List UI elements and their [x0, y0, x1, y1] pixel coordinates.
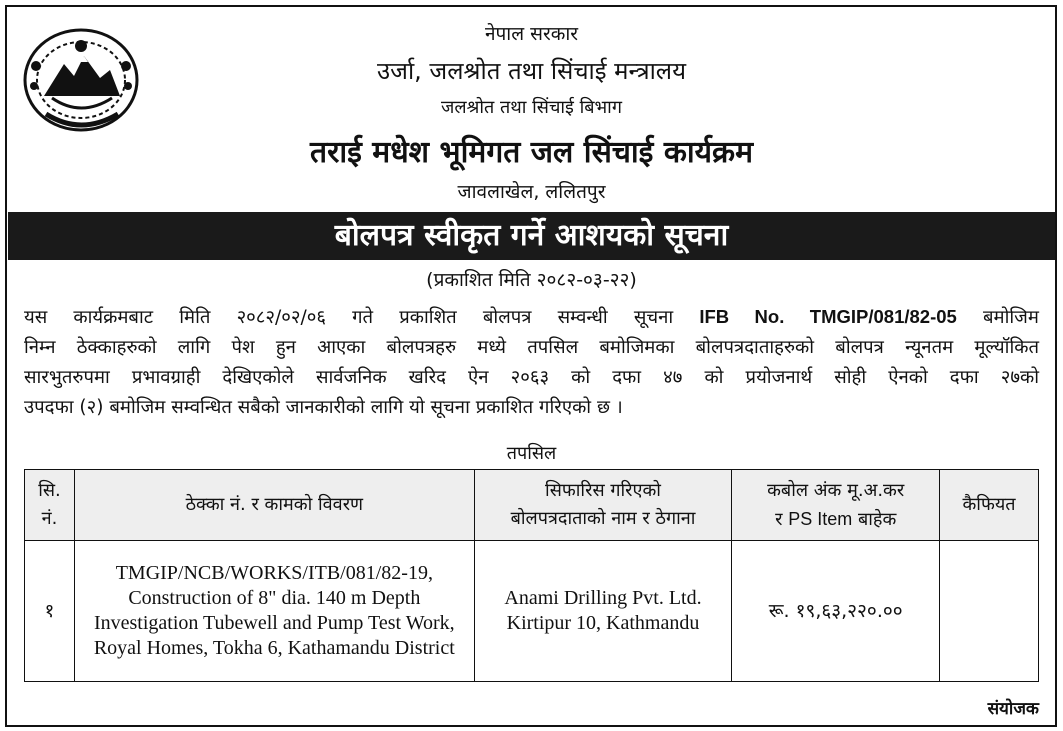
col-header-amount	[732, 470, 940, 541]
program-name: तराई मधेश भूमिगत जल सिंचाई कार्यक्रम	[309, 135, 754, 170]
notice-title-banner: बोलपत्र स्वीकृत गर्ने आशयको सूचना	[8, 212, 1055, 260]
notice-body	[24, 302, 1039, 423]
row-sn: १	[25, 541, 75, 682]
col-header-contract: ठेक्का नं. र कामको विवरण	[74, 470, 474, 541]
col-header-ps-item: PS Item	[788, 508, 853, 529]
published-date: (प्रकाशित मिति २०८२-०३-२२)	[426, 269, 637, 291]
row-amount: रू. १९,६३,२२०.००	[732, 541, 940, 682]
col-header-bidder-line: सिफारिस गरिएको	[545, 480, 661, 501]
col-header-bidder	[474, 470, 732, 541]
signatory: संयोजक	[987, 699, 1039, 719]
body-text-segment: बमोजिम	[956, 307, 1039, 328]
table-row	[25, 541, 1039, 682]
department-name: जलश्रोत तथा सिंचाई बिभाग	[441, 97, 622, 118]
notice-body-line: सारभुतरुपमा प्रभावग्राही देखिएकोले सार्वजनिक खरिद ऐन २०६३ को दफा ४७ को प्रयोजनार्थ सोही ऐनको दफा २७को	[24, 367, 1039, 388]
row-bidder: Anami Drilling Pvt. Ltd. Kirtipur 10, Kathmandu	[474, 541, 732, 682]
schedule-table	[24, 469, 1039, 682]
col-header-amount-prefix: र	[775, 508, 789, 530]
office-address: जावलाखेल, ललितपुर	[457, 181, 606, 203]
notice-body-line	[24, 302, 1039, 333]
ministry-name: उर्जा, जलश्रोत तथा सिंचाई मन्त्रालय	[376, 57, 686, 85]
notice-body-line: निम्न ठेक्काहरुको लागि पेश हुन आएका बोलपत्रहरु मध्ये तपसिल बमोजिमका बोलपत्रदाताहरुको बोलपत्र न्यूनतम मूल्यॉकित	[24, 337, 1039, 358]
notice-body-line: उपदफा (२) बमोजिम सम्वन्धित सबैको जानकारीको लागि यो सूचना प्रकाशित गरिएको छ ।	[24, 397, 623, 418]
ifb-number: IFB No. TMGIP/081/82-05	[699, 306, 957, 327]
col-header-sn: सि. नं.	[25, 470, 75, 541]
row-remarks	[940, 541, 1039, 682]
row-contract: TMGIP/NCB/WORKS/ITB/081/82-19, Construction of 8" dia. 140 m Depth Investigation Tubewell and Pump Test Work, Royal Homes, Tokha 6, Kathamandu District	[74, 541, 474, 682]
body-text-segment: यस कार्यक्रमबाट मिति २०८२/०२/०६ गते प्रकाशित बोलपत्र सम्वन्धी सूचना	[24, 307, 700, 328]
schedule-heading: तपसिल	[506, 443, 557, 464]
government-name: नेपाल सरकार	[484, 23, 579, 45]
table-header-row	[25, 470, 1039, 541]
col-header-amount-suffix: बाहेक	[852, 508, 897, 530]
col-header-bidder-line: बोलपत्रदाताको नाम र ठेगाना	[510, 508, 696, 529]
col-header-amount-line: कबोल अंक मू.अ.कर	[767, 479, 905, 501]
col-header-remarks: कैफियत	[940, 470, 1039, 541]
